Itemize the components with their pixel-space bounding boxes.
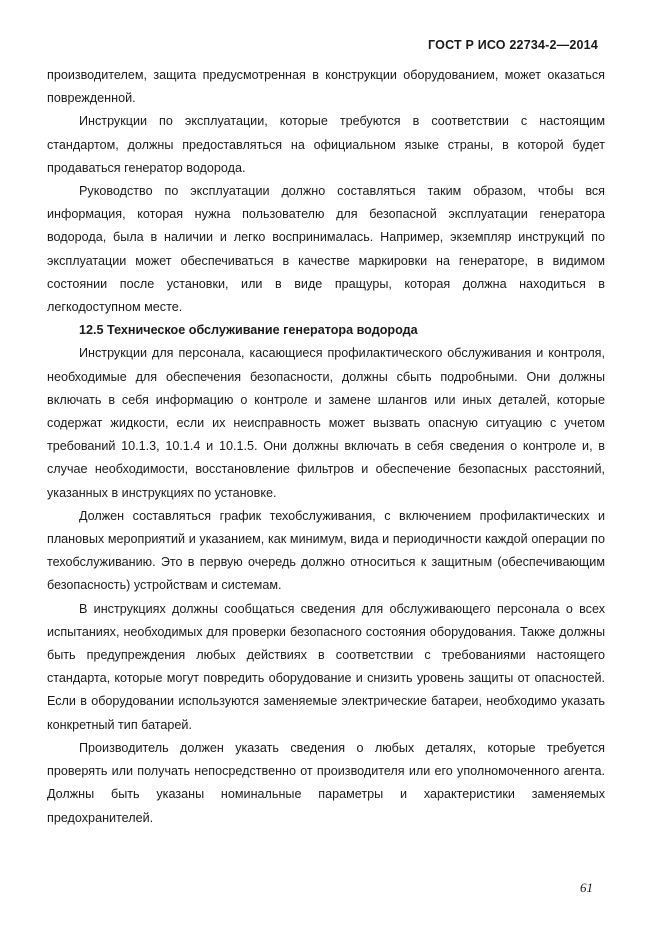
document-body [47,64,605,830]
document-header: ГОСТ Р ИСО 22734-2—2014 [428,38,598,52]
paragraph-continuation: производителем, защита предусмотренная в конструкции оборудованием, может оказаться поврежденной. [47,68,605,106]
page-number: 61 [580,880,593,895]
paragraph-operating-manual: Руководство по эксплуатации должно составляться таким образом, чтобы вся информация, которая нужна пользователю для безопасной эксплуатации генератора водорода, была в наличии и легко воспринималась. Например, экземпляр инструкций по эксплуатации может обеспечиваться в качестве маркировки на генераторе, в видимом состоянии после установки, или в виде пращуры, которая должна находиться в легкодоступном месте. [47,184,605,315]
paragraph-operating-instructions-language: Инструкции по эксплуатации, которые требуются в соответствии с настоящим стандартом, должны предоставляться на официальном языке страны, в которой будет продаваться генератор водорода. [47,114,605,175]
paragraph-tests-and-warnings: В инструкциях должны сообщаться сведения для обслуживающего персонала о всех испытаниях, необходимых для проверки безопасного состояния оборудования. Также должны быть предупреждения любых действиях в соответствии с требованиями настоящего стандарта, которые могут повредить оборудование и снизить уровень защиты от опасностей. Если в оборудовании используются заменяемые электрические батареи, необходимо указать конкретный тип батарей. [47,601,605,732]
section-heading: 12.5 Техническое обслуживание генератора водорода [79,323,418,338]
paragraph-manufacturer-parts: Производитель должен указать сведения о любых деталях, которые требуется проверять или получать непосредственно от производителя или его уполномоченного агента. Должны быть указаны номинальные параметры и характеристики заменяемых предохранителей. [47,740,605,825]
paragraph-maintenance-schedule: Должен составляться график техобслуживания, с включением профилактических и плановых мероприятий и указанием, как минимум, вида и периодичности каждой операции по техобслуживанию. Это в первую очередь должно относиться к защитным (обеспечивающим безопасность) устройствам и системам. [47,508,605,593]
paragraph-maintenance-instructions: Инструкции для персонала, касающиеся профилактического обслуживания и контроля, необходимые для обеспечения безопасности, должны сбыть подробными. Они должны включать в себя информацию о контроле и замене шлангов или иных деталей, которые содержат жидкости, если их неисправность может вызвать опасную ситуацию с учетом требований 10.1.3, 10.1.4 и 10.1.5. Они должны включать в себя сведения о контроле и, в случае необходимости, восстановление фильтров и обеспечение безопасных расстояний, указанных в инструкциях по установке. [47,346,605,500]
